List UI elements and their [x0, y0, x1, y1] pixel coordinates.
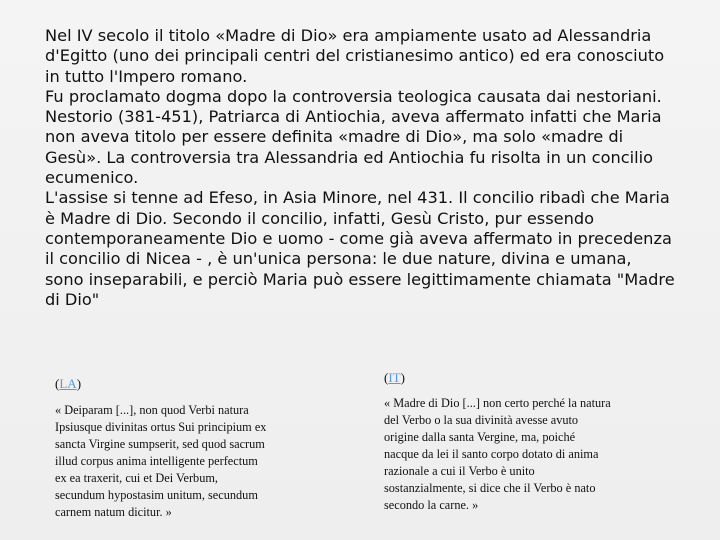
italian-quote-column — [384, 370, 664, 514]
latin-language-label — [55, 376, 325, 392]
paragraph-1: Nel IV secolo il titolo «Madre di Dio» era ampiamente usato ad Alessandria d'Egitto (uno dei principali centri del cristianesimo antico) ed era conosciuto in tutto l'Impero romano. — [45, 26, 665, 86]
italian-quote-text: « Madre di Dio [...] non certo perché la natura del Verbo o la sua divinità avesse avuto origine dalla santa Vergine, ma, poiché nacque da lei il santo corpo dotato di anima razionale a cui il Verbo è unito sostanzialmente, si dice che il Verbo è nato secondo la carne. » — [384, 396, 611, 512]
label-paren-open: ( — [55, 376, 60, 391]
paragraph-3: L'assise si tenne ad Efeso, in Asia Minore, nel 431. Il concilio ribadì che Maria è Madre di Dio. Secondo il concilio, infatti, Gesù Cristo, pur essendo contemporaneamente Dio e uomo - come già aveva affermato in precedenza il concilio di Nicea - , è un'unica persona: le due nature, divina e umana, sono inseparabili, e perciò Maria può essere legittimamente chiamata "Madre di Dio" — [45, 188, 675, 309]
label-paren-open: ( — [384, 370, 389, 385]
paragraph-2: Fu proclamato dogma dopo la controversia teologica causata dai nestoriani. Nestorio (381-451), Patriarca di Antiochia, aveva affermato infatti che Maria non aveva titolo per essere definita «madre di Dio», ma solo «madre di Gesù». La controversia tra Alessandria ed Antiochia fu risolta in un concilio ecumenico. — [45, 86, 662, 188]
italian-language-link[interactable]: IT — [388, 370, 401, 385]
latin-language-link[interactable]: LA — [59, 376, 77, 391]
latin-quote-text: « Deiparam [...], non quod Verbi natura Ipsiusque divinitas ortus Sui principium ex sancta Virgine sumpserit, sed quod sacrum illud corpus anima intelligente perfectum ex ea traxerit, cui et Dei Verbum, secundum hypostasim unitum, secundum carnem natum dicitur. » — [55, 403, 267, 519]
label-paren-close: ) — [76, 376, 82, 391]
latin-quote-column — [55, 376, 325, 521]
italian-language-label — [384, 370, 664, 386]
main-text-block — [45, 26, 675, 310]
label-paren-close: ) — [400, 370, 405, 385]
